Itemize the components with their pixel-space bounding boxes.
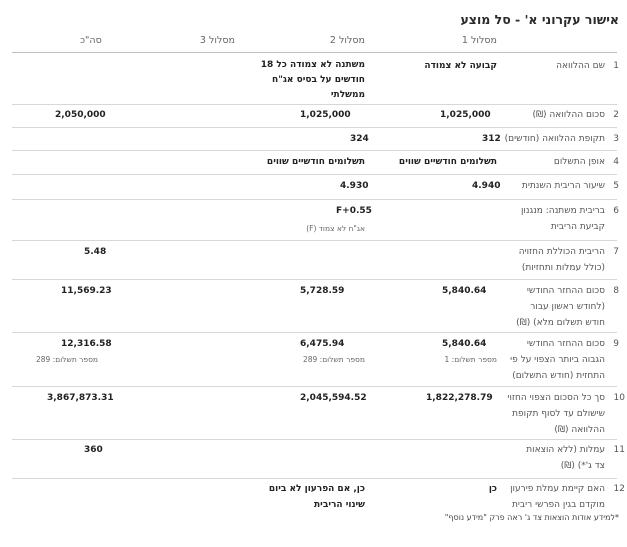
row-label: תקופת ההלוואה (חודשים) — [504, 134, 605, 144]
row-label: סכום ההלוואה (₪) — [532, 110, 605, 120]
row-divider — [12, 199, 617, 200]
cell-track1: 5,840.64 — [442, 339, 487, 349]
row-divider — [12, 150, 617, 151]
cell-track1: כן — [488, 484, 497, 494]
row-number: 7 — [613, 247, 619, 257]
cell-track2: 4.930 — [340, 181, 369, 191]
row-label: סך כל הסכום הצפוי החזוי שישולם עד לסוף תקופת ההלוואה (₪) — [507, 393, 605, 435]
row-divider — [12, 332, 617, 333]
col-header-1: מסלול 1 — [461, 35, 497, 46]
cell-track2: 2,045,594.52 — [300, 393, 367, 403]
cell-total: 5.48 — [84, 247, 107, 257]
row-label: סכום ההחזר החודשי (לחודש ראשון עבור חודש תשלום מלא) (₪) — [516, 286, 605, 328]
row-label: עמלות (ללא הוצאות צד ג'*) (₪) — [526, 445, 605, 471]
cell-track2: 5,728.59 — [300, 286, 345, 296]
cell-track1: קבועה לא צמודה — [424, 61, 497, 71]
row-number: 1 — [613, 61, 619, 71]
row-divider — [12, 439, 617, 440]
cell-total: 360 — [84, 445, 103, 455]
cell-total: 12,316.58 — [61, 339, 112, 349]
cell-track1-sub: מספר תשלום: 1 — [444, 355, 497, 364]
row-number: 10 — [613, 393, 625, 403]
row-number: 3 — [613, 134, 619, 144]
row-label: אופן התשלום — [553, 157, 605, 167]
row-divider — [12, 279, 617, 280]
row-number: 12 — [613, 484, 625, 494]
row-number: 4 — [613, 157, 619, 167]
row-label: שם ההלוואה — [556, 61, 605, 71]
col-header-total: סה"כ — [80, 35, 102, 46]
cell-track2: 6,475.94 — [300, 339, 345, 349]
cell-total: 2,050,000 — [55, 110, 106, 120]
row-number: 5 — [613, 181, 619, 191]
col-header-3: מסלול 3 — [199, 35, 235, 46]
cell-track1: 1,025,000 — [440, 110, 491, 120]
row-divider — [12, 240, 617, 241]
row-number: 6 — [613, 206, 619, 216]
cell-track1: 4.940 — [472, 181, 501, 191]
row-divider — [12, 127, 617, 128]
cell-track2: תשלומים חודשיים שווים — [266, 157, 365, 167]
row-number: 11 — [613, 445, 625, 455]
cell-track1: 5,840.64 — [442, 286, 487, 296]
cell-track2: משתנה לא צמודה כל 18 חודשים על בסיס אג"ח ממשלתי — [260, 60, 365, 100]
row-divider — [12, 478, 617, 479]
cell-track1: 312 — [482, 134, 501, 144]
cell-track2: F+0.55 — [336, 206, 372, 216]
footnote: *למידע אודות הוצאות צד ג' ראה פרק "מידע נוסף" — [444, 513, 619, 522]
page-title: אישור עקרוני א' - סל מוצע — [460, 12, 619, 27]
cell-track2-sub: אג"ח לא צמוד (F) — [306, 224, 365, 233]
cell-total-sub: מספר תשלום: 289 — [36, 355, 99, 364]
row-label: סכום ההחזר החודשי הגבוה ביותר הצפוי על פי התחזית (חודש התשלום) — [510, 339, 605, 381]
header-divider — [12, 52, 617, 53]
cell-track2: 1,025,000 — [300, 110, 351, 120]
row-divider — [12, 386, 617, 387]
row-label: הריבית הכוללת החזויה (כולל עמלות ותחזיות) — [518, 247, 605, 273]
row-divider — [12, 104, 617, 105]
row-number: 8 — [613, 286, 619, 296]
cell-track1: 1,822,278.79 — [426, 393, 493, 403]
col-header-2: מסלול 2 — [329, 35, 365, 46]
row-divider — [12, 174, 617, 175]
cell-track1: תשלומים חודשיים שווים — [398, 157, 497, 167]
row-number: 2 — [613, 110, 619, 120]
row-label: בריבית משתנה: מנגנון קביעת הריבית — [520, 206, 605, 232]
row-label: שיעור הריבית השנתית — [521, 181, 605, 191]
cell-total: 3,867,873.31 — [47, 393, 114, 403]
cell-track2-sub: מספר תשלום: 289 — [302, 355, 365, 364]
cell-total: 11,569.23 — [61, 286, 112, 296]
cell-track2: כן, אם הפרעון לא ביום שינוי הריבית — [268, 484, 365, 510]
cell-track2: 324 — [350, 134, 369, 144]
row-label: האם קיימת עמלת פירעון מוקדם בגין הפרשי ריבית — [510, 484, 605, 510]
row-number: 9 — [613, 339, 619, 349]
